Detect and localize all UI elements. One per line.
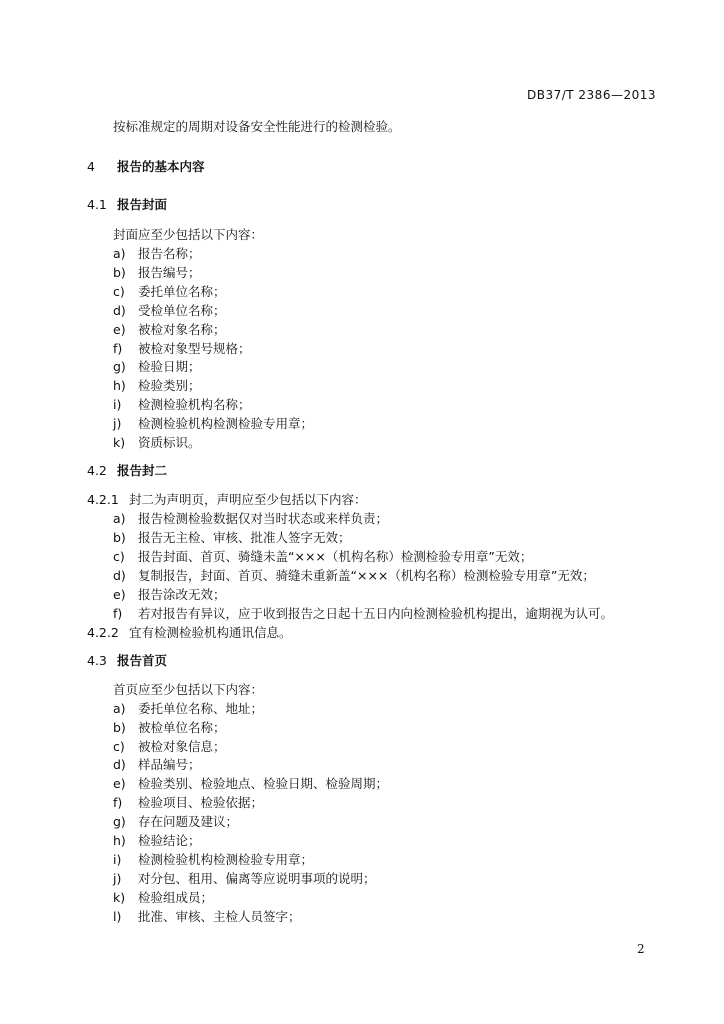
list-item [113, 585, 226, 603]
item-text: 报告编号； [138, 265, 201, 280]
section-title: 报告的基本内容 [117, 159, 205, 174]
item-label: c) [113, 284, 125, 299]
item-label: k) [113, 890, 126, 905]
item-text: 检验日期； [138, 359, 201, 374]
item-text: 委托单位名称； [138, 284, 226, 299]
list-item [113, 528, 351, 546]
item-label: b) [113, 530, 126, 545]
section-title: 报告首页 [117, 653, 168, 668]
item-text: 报告涂改无效； [138, 587, 226, 602]
paragraph-text: 封二为声明页，声明应至少包括以下内容： [129, 492, 367, 507]
list-item [113, 812, 238, 830]
item-label: f) [113, 606, 123, 621]
item-label: a) [113, 701, 126, 716]
paragraph-text: 宜有检测检验机构通讯信息。 [129, 625, 292, 640]
item-label: d) [113, 757, 126, 772]
intro-text: 按标准规定的周期对设备安全性能进行的检测检验。 [113, 119, 401, 134]
item-text: 对分包、租用、偏离等应说明事项的说明； [138, 871, 376, 886]
item-text: 存在问题及建议； [138, 814, 239, 829]
item-text: 检验组成员； [138, 890, 214, 905]
item-label: h) [113, 833, 126, 848]
list-item [113, 699, 263, 717]
item-text: 检测检验机构检测检验专用章； [138, 852, 314, 867]
list-item [113, 509, 388, 527]
item-label: f) [113, 795, 123, 810]
item-label: d) [113, 568, 126, 583]
item-label: l) [113, 909, 122, 924]
list-item [113, 718, 226, 736]
firstpage-lead: 首页应至少包括以下内容： [113, 682, 264, 697]
list-item [113, 755, 201, 773]
item-text: 检验结论； [138, 833, 201, 848]
item-label: c) [113, 739, 125, 754]
item-label: f) [113, 341, 123, 356]
item-text: 受检单位名称； [138, 303, 226, 318]
list-item [113, 907, 301, 925]
item-label: b) [113, 265, 126, 280]
section-title: 报告封面 [117, 197, 168, 212]
list-item [113, 433, 201, 451]
section-heading-4 [87, 157, 205, 175]
paragraph-number: 4.2.2 [87, 625, 119, 640]
section-number: 4.1 [87, 197, 107, 212]
item-text: 委托单位名称、地址； [138, 701, 264, 716]
item-label: i) [113, 852, 122, 867]
paragraph-4-2-1 [87, 490, 367, 508]
item-label: g) [113, 814, 126, 829]
item-text: 被检对象信息； [138, 739, 226, 754]
item-label: j) [113, 416, 122, 431]
item-label: g) [113, 359, 126, 374]
item-label: i) [113, 397, 122, 412]
item-label: d) [113, 303, 126, 318]
list-item [113, 888, 213, 906]
section-number: 4.3 [87, 653, 107, 668]
list-item [113, 869, 376, 887]
item-label: k) [113, 435, 126, 450]
page-number: 2 [637, 942, 645, 956]
item-text: 报告名称； [138, 246, 201, 261]
item-text: 检测检验机构检测检验专用章； [138, 416, 314, 431]
section-heading-4-1 [87, 195, 167, 213]
list-item [113, 395, 251, 413]
list-item [113, 301, 226, 319]
section-heading-4-2 [87, 461, 167, 479]
list-item [113, 263, 201, 281]
item-text: 若对报告有异议，应于收到报告之日起十五日内向检测检验机构提出，逾期视为认可。 [138, 606, 614, 621]
item-label: a) [113, 511, 126, 526]
list-item [113, 566, 595, 584]
section-number: 4 [87, 159, 95, 174]
item-text: 检验项目、检验依据； [138, 795, 264, 810]
section-title: 报告封二 [117, 463, 168, 478]
item-text: 检验类别； [138, 378, 201, 393]
item-text: 复制报告，封面、首页、骑缝未重新盖“×××（机构名称）检测检验专用章”无效； [138, 568, 595, 583]
list-item [113, 414, 313, 432]
cover-lead: 封面应至少包括以下内容： [113, 227, 264, 242]
item-text: 检测检验机构名称； [138, 397, 251, 412]
list-item [113, 244, 201, 262]
list-item [113, 357, 201, 375]
item-text: 资质标识。 [138, 435, 201, 450]
list-item [113, 850, 313, 868]
item-label: j) [113, 871, 122, 886]
item-text: 批准、审核、主检人员签字； [138, 909, 301, 924]
item-label: e) [113, 587, 126, 602]
item-label: h) [113, 378, 126, 393]
item-label: e) [113, 776, 126, 791]
list-item [113, 547, 532, 565]
item-label: a) [113, 246, 126, 261]
list-item [113, 339, 251, 357]
list-item [113, 320, 226, 338]
item-text: 样品编号； [138, 757, 201, 772]
item-text: 被检对象型号规格； [138, 341, 251, 356]
item-text: 报告检测检验数据仅对当时状态或来样负责； [138, 511, 389, 526]
list-item [113, 376, 201, 394]
list-item [113, 831, 201, 849]
item-label: c) [113, 549, 125, 564]
section-number: 4.2 [87, 463, 107, 478]
list-item [113, 774, 388, 792]
doc-code: DB37/T 2386—2013 [526, 88, 656, 102]
item-label: e) [113, 322, 126, 337]
item-text: 被检对象名称； [138, 322, 226, 337]
list-item [113, 737, 226, 755]
item-text: 检验类别、检验地点、检验日期、检验周期； [138, 776, 389, 791]
item-text: 报告无主检、审核、批准人签字无效； [138, 530, 351, 545]
item-text: 报告封面、首页、骑缝未盖“×××（机构名称）检测检验专用章”无效； [138, 549, 533, 564]
paragraph-number: 4.2.1 [87, 492, 119, 507]
item-text: 被检单位名称； [138, 720, 226, 735]
list-item [113, 282, 226, 300]
section-heading-4-3 [87, 651, 167, 669]
paragraph-4-2-2 [87, 623, 292, 641]
item-label: b) [113, 720, 126, 735]
list-item [113, 604, 613, 622]
list-item [113, 793, 263, 811]
